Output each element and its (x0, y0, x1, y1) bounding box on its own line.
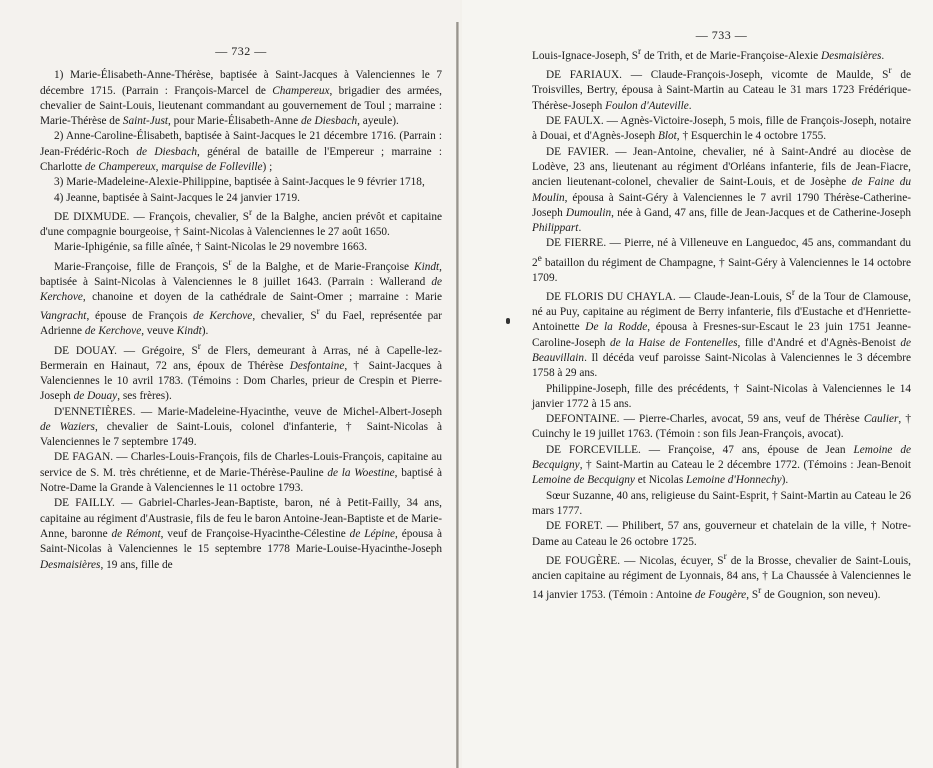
left-page-text (40, 68, 442, 573)
left-paragraph: 2) Anne-Caroline-Élisabeth, baptisée à Saint-Jacques le 21 décembre 1716. (Parrain : Jean-Frédéric-Roch de Diesbach, général de bataille de l'Empereur ; marraine : Charlotte de Champereux, marquise de Folleville) ; (40, 130, 443, 174)
right-paragraph: DEFONTAINE. — Pierre-Charles, avocat, 59 ans, veuf de Thérèse Caulier, † Cuinchy le 19 juillet 1763. (Témoin : son fils Jean-François, avocat). (532, 413, 911, 441)
left-paragraph: DE FAILLY. — Gabriel-Charles-Jean-Baptiste, baron, né à Petit-Failly, 34 ans, capitaine au régiment d'Austrasie, fils de feu le baron Antoine-Jean-Baptiste et de Marie-Anne, baronne de Rémont, veuf de Françoise-Hyacinthe-Célestine de Lépine, épousa à Saint-Nicolas à Valenciennes le 15 septembre 1778 Marie-Louise-Hyacinthe-Joseph Desmaisières, 19 ans, fille de (40, 497, 443, 571)
left-paragraph: 3) Marie-Madeleine-Alexie-Philippine, baptisée à Saint-Jacques le 9 février 1718, (54, 176, 425, 189)
page-number-left: — 732 — (215, 44, 267, 58)
left-paragraph: DE DOUAY. — Grégoire, $S^r$ de Flers, demeurant à Arras, né à Capelle-lez-Bermerain en Hainaut, 72 ans, époux de Thérèse Desfontaine, † Saint-Jacques à Valenciennes le 10 avril 1783. (Témoins : Dom Charles, prieur de Crespin et Pierre-Joseph de Douay, ses frères). (40, 341, 443, 403)
right-page-text (532, 45, 911, 603)
right-paragraph: DE FORCEVILLE. — Françoise, 47 ans, épouse de Jean Lemoine de Becquigny, † Saint-Martin au Cateau le 2 décembre 1772. (Témoins : Jean-Benoit Lemoine de Becquigny et Nicolas Lemoine d'Honnechy). (532, 443, 911, 487)
right-paragraph: DE FLORIS DU CHAYLA. — Claude-Jean-Louis, $S^r$ de la Tour de Clamouse, né au Puy, capitaine au régiment de Berry infanterie, fils d'Eustache et d'Henriette-Antoinette De la Rodde, épousa à Fresnes-sur-Escaut le 23 juin 1751 Jeanne-Caroline-Joseph de la Haise de Fontenelles, fille d'André et d'Agnès-Benoist de Beauvillain. Il décéda veuf paroisse Saint-Nicolas à Valenciennes le 3 décembre 1758 à 29 ans. (532, 288, 912, 380)
left-paragraph: Marie-Françoise, fille de François, $S^r$ de la Balghe, et de Marie-Françoise Kindt, baptisée à Saint-Nicolas à Valenciennes le 8 juillet 1643. (Parrain : Wallerand de Kerchove, chanoine et doyen de la cathédrale de Saint-Omer ; marraine : Marie Vangracht, épouse de François de Kerchove, chevalier, $S^r$ du Fael, représentée par Adrienne de Kerchove, veuve Kindt). (40, 257, 443, 338)
left-paragraph: Marie-Iphigénie, sa fille aînée, † Saint-Nicolas le 29 novembre 1663. (54, 241, 368, 254)
book-gutter (456, 22, 459, 768)
margin-mark (506, 318, 510, 324)
right-paragraph: DE FOUGÈRE. — Nicolas, écuyer, $S^r$ de la Brosse, chevalier de Saint-Louis, ancien capitaine au régiment de Lyonnais, 84 ans, † La Chaussée à Valenciennes le 14 janvier 1753. (Témoin : Antoine de Fougère, $S^r$ de Gougnion, son neveu). (532, 551, 911, 601)
right-paragraph: DE FORET. — Philibert, 57 ans, gouverneur et chatelain de la ville, † Notre-Dame au Cateau le 26 octobre 1725. (532, 520, 911, 548)
left-paragraph: D'ENNETIÈRES. — Marie-Madeleine-Hyacinthe, veuve de Michel-Albert-Joseph de Waziers, chevalier de Saint-Louis, colonel d'infanterie, † Saint-Nicolas à Valenciennes le 7 septembre 1749. (40, 405, 442, 449)
right-paragraph: Philippine-Joseph, fille des précédents, † Saint-Nicolas à Valenciennes le 14 janvier 1772 à 15 ans. (532, 382, 911, 410)
left-page (0, 0, 460, 768)
right-paragraph: DE FAVIER. — Jean-Antoine, chevalier, né à Saint-André au diocèse de Lodève, 23 ans, lieutenant au régiment d'Orléans infanterie, fils de Jean-Fiacre, ancien lieutenant-colonel, chevalier de Saint-Louis, et de Josèphe de Faine du Moulin, épousa à Saint-Géry à Valenciennes le 7 avril 1790 Thérèse-Catherine-Joseph Dumoulin, née à Gand, 47 ans, fille de Jean-Jacques et de Catherine-Joseph Philippart. (532, 145, 911, 235)
left-paragraph: 4) Jeanne, baptisée à Saint-Jacques le 24 janvier 1719. (54, 191, 300, 204)
right-paragraph: DE FAULX. — Agnès-Victoire-Joseph, 5 mois, fille de François-Joseph, notaire à Douai, et d'Agnès-Joseph Blot, † Esquerchin le 4 octobre 1755. (532, 115, 911, 143)
left-paragraph: DE DIXMUDE. — François, chevalier, $S^r$ de la Balghe, ancien prévôt et capitaine d'une compagnie bourgeoise, † Saint-Nicolas à Valenciennes le 27 août 1650. (40, 207, 443, 239)
right-page (462, 0, 933, 768)
right-paragraph: Louis-Ignace-Joseph, $S^r$ de Trith, et de Marie-Françoise-Alexie Desmaisières. (532, 47, 885, 63)
left-paragraph: DE FAGAN. — Charles-Louis-François, fils de Charles-Louis-François, capitaine au service de S. M. très chrétienne, et de Marie-Thérèse-Pauline de la Woestine, baptisé à Notre-Dame la Grande à Valenciennes le 11 octobre 1793. (40, 451, 442, 495)
right-paragraph: DE FIERRE. — Pierre, né à Villeneuve en Languedoc, 45 ans, commandant du 2e bataillon du régiment de Champagne, † Saint-Géry à Valenciennes le 14 octobre 1709. (532, 237, 911, 284)
left-paragraph: 1) Marie-Élisabeth-Anne-Thérèse, baptisée à Saint-Jacques à Valenciennes le 7 décembre 1715. (Parrain : François-Marcel de Champereux, brigadier des armées, chevalier de Saint-Louis, lieutenant commandant au gouvernement de Toul ; marraine : Marie-Thérèse de Saint-Just, pour Marie-Élisabeth-Anne de Diesbach, ayeule). (40, 69, 442, 128)
right-paragraph: DE FARIAUX. — Claude-François-Joseph, vicomte de Maulde, $S^r$ de Troisvilles, Bertry, épousa à Saint-Martin au Cateau le 31 mars 1723 Frédérique-Thérèse-Joseph Foulon d'Auteville. (532, 66, 911, 112)
page-number-right: — 733 — (695, 28, 748, 42)
right-paragraph: Sœur Suzanne, 40 ans, religieuse du Saint-Esprit, † Saint-Martin au Cateau le 26 mars 1777. (532, 489, 911, 517)
